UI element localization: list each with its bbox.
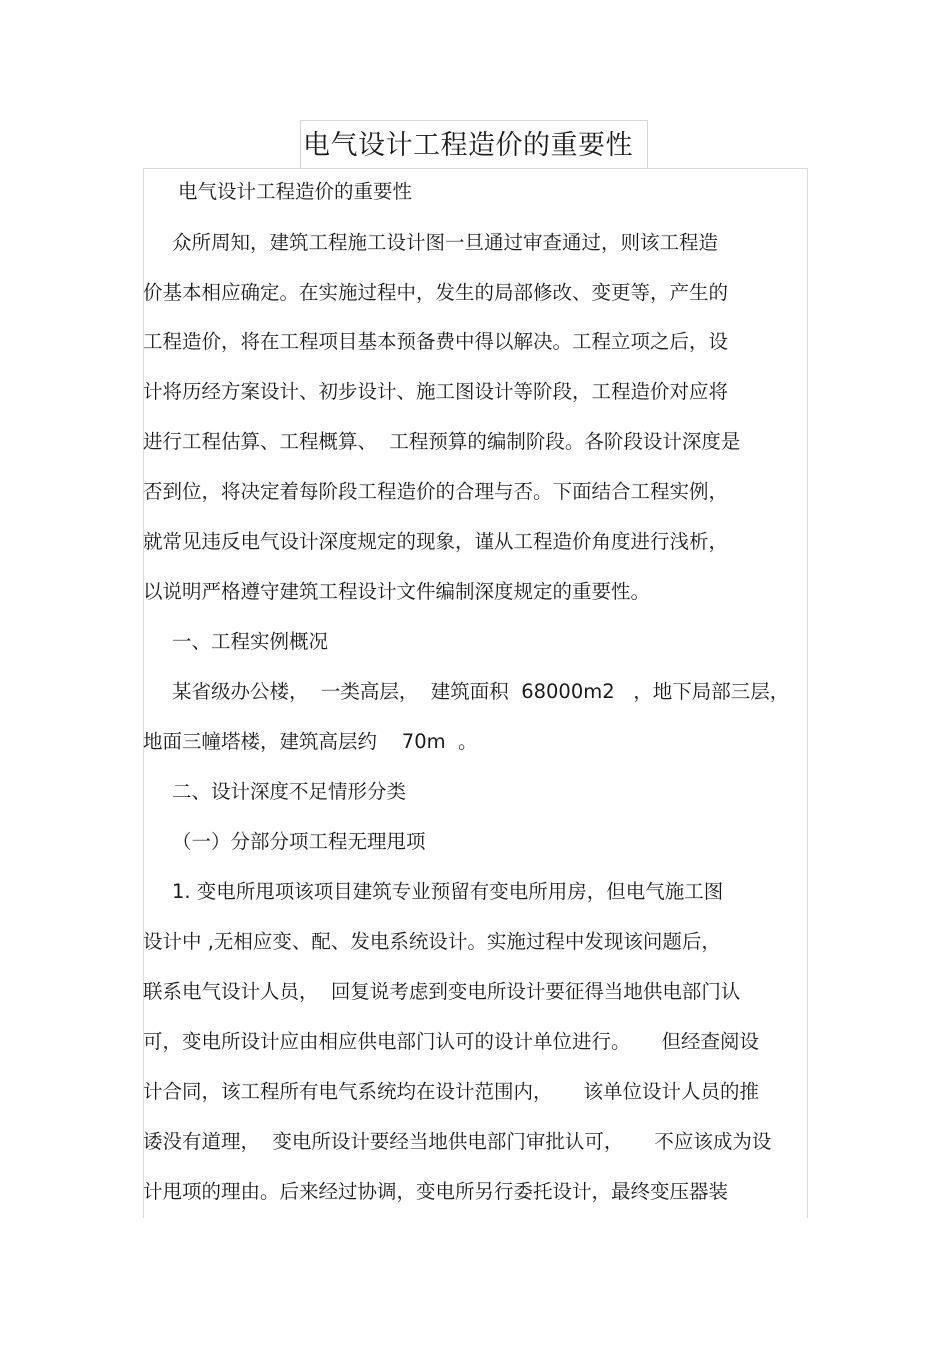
paragraph-line: 价基本相应确定。在实施过程中，发生的局部修改、变更等，产生的: [143, 281, 729, 304]
paragraph-line: 某省级办公楼， 一类高层， 建筑面积 68000m2 ，地下局部三层，: [172, 680, 790, 703]
paragraph-line: 就常见违反电气设计深度规定的现象，谨从工程造价角度进行浅析，: [143, 530, 729, 553]
paragraph-line: 地面三幢塔楼，建筑高层约 70m 。: [143, 730, 478, 753]
section-heading: 一、工程实例概况: [172, 630, 329, 653]
subsection-heading: （一）分部分项工程无理甩项: [172, 830, 426, 853]
paragraph-line: 计合同，该工程所有电气系统均在设计范围内， 该单位设计人员的推: [143, 1080, 759, 1103]
paragraph-line: 设计中 ,无相应变、配、发电系统设计。实施过程中发现该问题后，: [143, 930, 721, 953]
paragraph-line: 诿没有道理， 变电所设计要经当地供电部门审批认可， 不应该成为设: [143, 1130, 772, 1153]
section-heading: 二、设计深度不足情形分类: [172, 780, 407, 803]
paragraph-line: 计甩项的理由。后来经过协调，变电所另行委托设计，最终变压器装: [143, 1180, 729, 1203]
paragraph-line: 可，变电所设计应由相应供电部门认可的设计单位进行。 但经查阅设: [143, 1030, 759, 1053]
paragraph-line: 1. 变电所甩项该项目建筑专业预留有变电所用房，但电气施工图: [172, 880, 724, 903]
heading-repeat: 电气设计工程造价的重要性: [178, 180, 413, 203]
paragraph-line: 联系电气设计人员， 回复说考虑到变电所设计要征得当地供电部门认: [143, 980, 741, 1003]
paragraph-line: 否到位，将决定着每阶段工程造价的合理与否。下面结合工程实例，: [143, 480, 729, 503]
paragraph-line: 工程造价，将在工程项目基本预备费中得以解决。工程立项之后，设: [143, 330, 729, 353]
paragraph-line: 以说明严格遵守建筑工程设计文件编制深度规定的重要性。: [143, 580, 651, 603]
paragraph-line: 进行工程估算、工程概算、 工程预算的编制阶段。各阶段设计深度是: [143, 430, 741, 453]
document-title: 电气设计工程造价的重要性: [303, 130, 633, 161]
paragraph-line: 众所周知，建筑工程施工设计图一旦通过审查通过，则该工程造: [172, 231, 719, 254]
paragraph-line: 计将历经方案设计、初步设计、施工图设计等阶段，工程造价对应将: [143, 380, 729, 403]
